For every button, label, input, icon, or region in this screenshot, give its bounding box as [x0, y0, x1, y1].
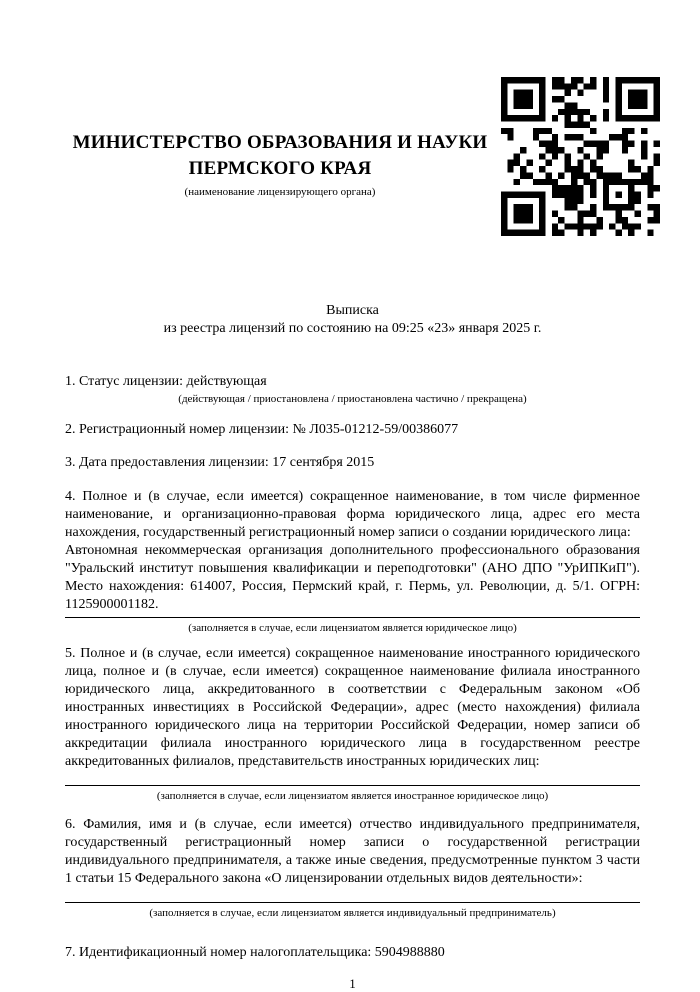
item-license-date [65, 454, 640, 472]
license-status-text: 1. Статус лицензии: действующая [65, 374, 267, 389]
legal-entity-caption: (заполняется в случае, если лицензиатом является юридическое лицо) [188, 622, 517, 634]
licensing-authority-block [62, 130, 498, 199]
taxpayer-number-text: 7. Идентификационный номер налогоплательщика: 5904988880 [65, 945, 445, 960]
ministry-name-line2: ПЕРМСКОГО КРАЯ [188, 158, 372, 179]
individual-entrepreneur-label: 6. Фамилия, имя и (в случае, если имеется) отчество индивидуального предпринимателя, государственный регистрационный номер записи о государственной регистрации индивидуального предпринимателя, а также иные сведения, предусмотренные пунктом 3 части 1 статьи 15 Федерального закона «О лицензировании отдельных видов деятельности»: [65, 817, 640, 886]
ministry-caption: (наименование лицензирующего органа) [184, 186, 376, 198]
legal-entity-underline [65, 617, 640, 618]
item-foreign-entity [65, 645, 640, 803]
license-date-text: 3. Дата предоставления лицензии: 17 сентября 2015 [65, 455, 375, 470]
document-body [0, 302, 700, 992]
document-title [65, 302, 640, 338]
page-number: 1 [349, 976, 356, 991]
legal-entity-value: Автономная некоммерческая организация дополнительного профессионального образования "Уральский институт повышения квалификации и переподготовки" (АНО ДПО "УрИПКиП"). Место нахождения: 614007, Россия, Пермский край, г. Пермь, ул. Революции, д. 5/1. ОГРН: 1125900001182. [65, 543, 640, 612]
title-line1: Выписка [326, 303, 379, 318]
item-individual-entrepreneur [65, 816, 640, 920]
legal-entity-label: 4. Полное и (в случае, если имеется) сокращенное наименование, в том числе фирменное наименование, и организационно-правовая форма юридического лица, адрес его места нахождения, государственный регистрационный номер записи о создании юридического лица: [65, 489, 640, 540]
qr-code-icon [501, 77, 660, 236]
item-license-status [65, 373, 640, 406]
registration-number-text: 2. Регистрационный номер лицензии: № Л035-01212-59/00386077 [65, 422, 459, 437]
individual-entrepreneur-caption: (заполняется в случае, если лицензиатом является индивидуальный предприниматель) [149, 907, 556, 919]
document-header [0, 0, 700, 235]
foreign-entity-caption: (заполняется в случае, если лицензиатом является иностранное юридическое лицо) [156, 790, 549, 802]
item-legal-entity [65, 488, 640, 635]
item-registration-number [65, 421, 640, 439]
foreign-entity-blank-line [65, 785, 640, 786]
license-status-caption: (действующая / приостановлена / приостановлена частично / прекращена) [178, 393, 527, 405]
item-taxpayer-number [65, 944, 640, 962]
title-line2: из реестра лицензий по состоянию на 09:25 «23» января 2025 г. [163, 321, 542, 336]
foreign-entity-label: 5. Полное и (в случае, если имеется) сокращенное наименование иностранного юридического лица, полное и (в случае, если имеется) сокращенное наименование филиала иностранного юридического лица, аккредитованного в соответствии с Федеральным законом «Об иностранных инвестициях в Российской Федерации», адрес (место нахождения) филиала иностранного юридического лица на территории Российской Федерации, номер записи об аккредитации филиала иностранного юридического лица в государственном реестре аккредитованных филиалов, представительств иностранных юридических лиц: [65, 646, 640, 769]
individual-entrepreneur-blank-line [65, 902, 640, 903]
ministry-name-line1: МИНИСТЕРСТВО ОБРАЗОВАНИЯ И НАУКИ [72, 132, 488, 153]
